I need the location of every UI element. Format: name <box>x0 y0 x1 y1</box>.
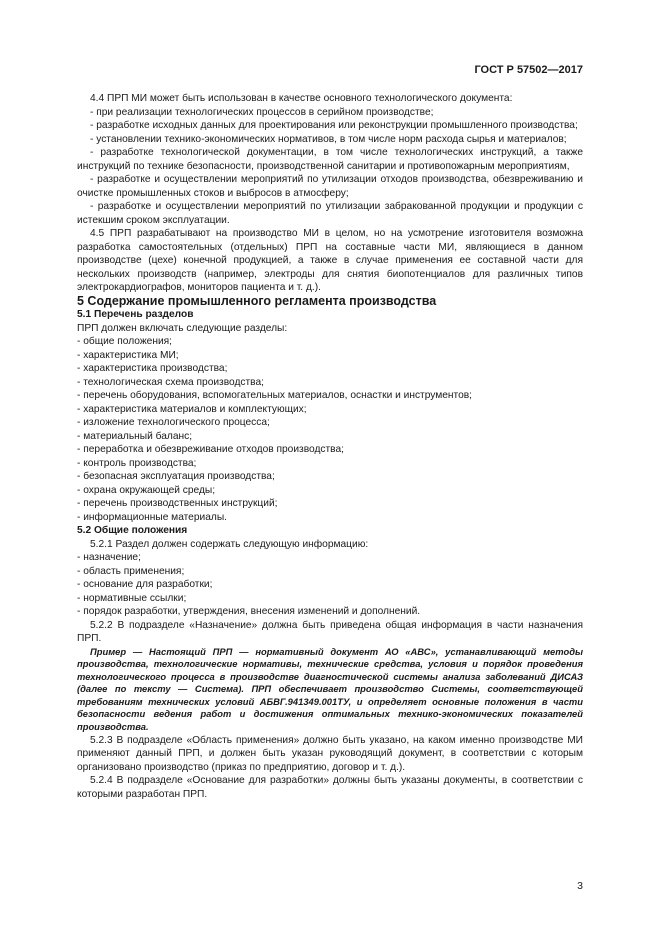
list-item: - технологическая схема производства; <box>77 376 264 388</box>
list-item: - информационные материалы. <box>77 511 227 523</box>
list-item: - установлении технико-экономических нормативов, в том числе норм расхода сырья и материалов; <box>90 133 567 145</box>
subsection-title: 5.1 Перечень разделов <box>77 309 194 320</box>
list-item: - общие положения; <box>77 336 173 347</box>
paragraph-lead: ПРП должен включать следующие разделы: <box>77 322 288 334</box>
list-item: - порядок разработки, утверждения, внесения изменений и дополнений. <box>77 606 421 617</box>
list-item: - разработке исходных данных для проектирования или реконструкции промышленного производства; <box>90 120 578 131</box>
list-item: - перечень оборудования, вспомогательных материалов, оснастки и инструментов; <box>77 390 473 401</box>
list-item: - основание для разработки; <box>77 579 213 590</box>
paragraph-4-5: 4.5 ПРП разрабатывают на производство МИ в целом, но на усмотрение изготовителя возможна разработка самостоятельных (отдельных) ПРП на составные части МИ, являющиеся в данном производстве (цехе) конечной продукцией, а также в случае применения ее составной части для нескольких производств (например, электроды для снятия биопотенциалов для различных типов электрокардиографов, мониторов пациента и т. д.). <box>77 228 583 293</box>
section-title: 5 Содержание промышленного регламента производства <box>77 293 437 308</box>
list-item: - характеристика МИ; <box>77 349 179 361</box>
list-item: - при реализации технологических процессов в серийном производстве; <box>90 106 434 118</box>
paragraph-4-4: 4.4 ПРП МИ может быть использован в качестве основного технологического документа: <box>90 93 513 104</box>
example-note: Пример — Настоящий ПРП — нормативный документ АО «АВС», устанавливающий методы производства, технологические нормативы, технические средства, условия и порядок проведения технологического процесса в производстве диагностической системы анализа заболеваний ДИСАЗ (далее по тексту — Система). ПРП обеспечивает производство Системы, соответствующей требованиям технических условий АБВГ.941349.001ТУ, и определяет основные положения в части безопасности ведения работ и достижения оптимальных технико-экономических показателей производства. <box>77 645 583 733</box>
list-item: - нормативные ссылки; <box>77 592 187 604</box>
paragraph-5-2-2: 5.2.2 В подразделе «Назначение» должна быть приведена общая информация в части назначения ПРП. <box>77 619 583 644</box>
list-item: - изложение технологического процесса; <box>77 417 270 428</box>
list-item: - характеристика материалов и комплектующих; <box>77 403 307 415</box>
page-number: 3 <box>577 880 583 892</box>
list-item: - назначение; <box>77 552 141 563</box>
list-item: - разработке и осуществлении мероприятий по утилизации отходов производства, обезвреживанию и очистке промышленных стоков и выбросов в атмосферу; <box>77 174 583 199</box>
list-item: - охрана окружающей среды; <box>77 484 216 496</box>
paragraph-5-2-4: 5.2.4 В подразделе «Основание для разработки» должны быть указаны документы, в соответствии с которыми разработан ПРП. <box>77 775 583 800</box>
list-item: - материальный баланс; <box>77 430 193 442</box>
list-item: - переработка и обезвреживание отходов производства; <box>77 444 344 455</box>
list-item: - безопасная эксплуатация производства; <box>77 471 275 482</box>
list-item: - разработке и осуществлении мероприятий по утилизации забракованной продукции и продукции с истекшим сроком эксплуатации. <box>77 201 583 226</box>
paragraph-5-2-3: 5.2.3 В подразделе «Область применения» должно быть указано, на каком именно производстве МИ применяют данный ПРП, и должен быть указан руководящий документ, в соответствии с которым организовано производство (приказ по предприятию, договор и т. д.). <box>77 734 583 773</box>
doc-code-header: ГОСТ Р 57502—2017 <box>474 64 583 76</box>
list-item: - разработке технологической документации, в том числе технологических инструкций, а также инструкций по технике безопасности, производственной санитарии и противопожарным мероприятиям, <box>77 147 583 172</box>
list-item: - характеристика производства; <box>77 363 228 374</box>
list-item: - контроль производства; <box>77 457 197 469</box>
subsection-title: 5.2 Общие положения <box>77 525 188 536</box>
list-item: - область применения; <box>77 565 185 577</box>
paragraph-5-2-1: 5.2.1 Раздел должен содержать следующую информацию: <box>90 538 369 550</box>
list-item: - перечень производственных инструкций; <box>77 498 278 509</box>
page-content <box>77 92 583 801</box>
